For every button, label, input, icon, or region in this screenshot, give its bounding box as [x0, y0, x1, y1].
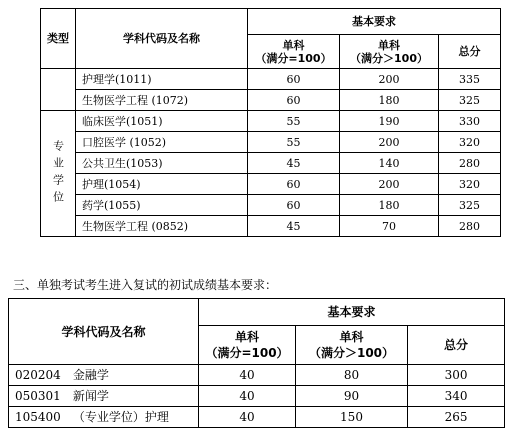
table-row [41, 132, 501, 153]
row-single-100: 60 [248, 195, 340, 216]
row-code: 020204 [15, 368, 61, 382]
header-single-over-100: 单科 （满分＞100） [340, 35, 439, 69]
header-single-100: 单科 （满分=100） [199, 326, 296, 365]
table-row [9, 407, 505, 428]
row-single-over-100: 200 [340, 132, 439, 153]
table-row [41, 195, 501, 216]
row-total: 280 [439, 153, 501, 174]
table-row [41, 216, 501, 237]
header-type: 类型 [41, 9, 76, 69]
header-code-name: 学科代码及名称 [76, 9, 248, 69]
row-code-name [9, 407, 199, 428]
table-row [9, 386, 505, 407]
row-name: 公共卫生(1053) [76, 153, 248, 174]
row-code: 050301 [15, 389, 61, 403]
header-single-over-100: 单科 （满分＞100） [296, 326, 408, 365]
row-name: 生物医学工程 (1072) [76, 90, 248, 111]
row-single-over-100: 140 [340, 153, 439, 174]
header-single-100: 单科 （满分=100） [248, 35, 340, 69]
table-row [41, 153, 501, 174]
table-row [41, 111, 501, 132]
row-single-100: 55 [248, 132, 340, 153]
row-single-over-100: 150 [296, 407, 408, 428]
row-single-over-100: 180 [340, 90, 439, 111]
header-code-name: 学科代码及名称 [9, 299, 199, 365]
header-basic-requirement: 基本要求 [199, 299, 505, 326]
row-single-over-100: 70 [340, 216, 439, 237]
row-single-over-100: 80 [296, 365, 408, 386]
row-name: 生物医学工程 (0852) [76, 216, 248, 237]
row-total: 340 [408, 386, 505, 407]
row-name: 护理(1054) [76, 174, 248, 195]
row-single-over-100: 200 [340, 174, 439, 195]
row-code: 105400 [15, 410, 61, 424]
table-row [9, 365, 505, 386]
row-single-100: 60 [248, 174, 340, 195]
row-total: 325 [439, 90, 501, 111]
requirements-table-2 [8, 298, 505, 428]
row-single-100: 60 [248, 69, 340, 90]
row-total: 320 [439, 132, 501, 153]
row-single-100: 55 [248, 111, 340, 132]
row-total: 320 [439, 174, 501, 195]
row-name: （专业学位）护理 [72, 410, 169, 424]
row-name: 护理学(1011) [76, 69, 248, 90]
table-row [41, 69, 501, 90]
row-code-name [9, 365, 199, 386]
row-code-name [9, 386, 199, 407]
header-total: 总分 [439, 35, 501, 69]
row-single-100: 40 [199, 407, 296, 428]
row-total: 330 [439, 111, 501, 132]
row-single-100: 40 [199, 365, 296, 386]
row-name: 口腔医学 (1052) [76, 132, 248, 153]
row-total: 265 [408, 407, 505, 428]
section-caption: 三、单独考试考生进入复试的初试成绩基本要求： [13, 278, 278, 292]
row-total: 335 [439, 69, 501, 90]
row-name: 金融学 [72, 368, 109, 382]
header-total: 总分 [408, 326, 505, 365]
row-name: 新闻学 [72, 389, 109, 403]
row-total: 325 [439, 195, 501, 216]
table-row [41, 90, 501, 111]
row-single-over-100: 200 [340, 69, 439, 90]
row-single-100: 45 [248, 216, 340, 237]
table-row [41, 174, 501, 195]
row-name: 临床医学(1051) [76, 111, 248, 132]
row-single-100: 60 [248, 90, 340, 111]
header-basic-requirement: 基本要求 [248, 9, 501, 35]
row-name: 药学(1055) [76, 195, 248, 216]
row-single-over-100: 180 [340, 195, 439, 216]
row-total: 300 [408, 365, 505, 386]
requirements-table-1 [40, 8, 501, 237]
row-single-over-100: 90 [296, 386, 408, 407]
row-single-100: 45 [248, 153, 340, 174]
group-professional-degree: 专业学位 [41, 111, 76, 237]
row-single-100: 40 [199, 386, 296, 407]
row-total: 280 [439, 216, 501, 237]
row-single-over-100: 190 [340, 111, 439, 132]
